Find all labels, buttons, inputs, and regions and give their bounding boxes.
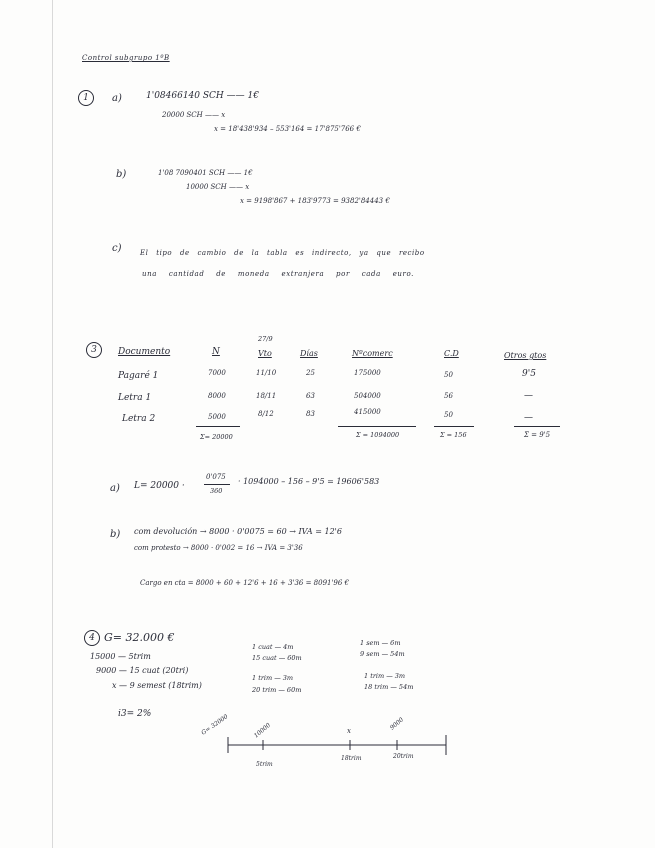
question-1-number: 1 xyxy=(78,90,94,106)
q3-row2-vto: 18/11 xyxy=(256,392,277,400)
q4-conv4-line2: 18 trim — 54m xyxy=(364,683,414,691)
q3b-label: b) xyxy=(110,529,121,540)
q1b-result: x = 9198'867 + 183'9773 = 9382'84443 € xyxy=(240,197,390,205)
timeline-bottom-label-1: 5trim xyxy=(256,761,273,768)
q3-row1-cd: 50 xyxy=(444,371,453,379)
q3-row3-cd: 50 xyxy=(444,411,453,419)
q4-conv1-line1: 1 cuat — 4m xyxy=(252,643,294,651)
q1b-line1: 1'08 7090401 SCH —— 1€ xyxy=(158,169,253,177)
q3a-prefix: L= 20000 · xyxy=(134,481,185,491)
q3-row3-documento: Letra 2 xyxy=(122,414,156,424)
q3-row2-ncomerc: 504000 xyxy=(354,392,381,400)
timeline-bottom-label-3: 20trim xyxy=(393,753,414,760)
q4-conv3-line2: 20 trim — 60m xyxy=(252,686,302,694)
q4-conv1-line2: 15 cuat — 60m xyxy=(252,654,302,662)
q3-row2-dias: 63 xyxy=(306,392,315,400)
q4-conv2-line1: 1 sem — 6m xyxy=(360,639,401,647)
q3-header-ncomerc: Nºcomerc xyxy=(352,349,393,358)
q3-header-dias: Días xyxy=(300,349,318,358)
q3-row3-otros: — xyxy=(524,413,533,423)
q1c-label: c) xyxy=(112,243,122,254)
q3-row1-documento: Pagaré 1 xyxy=(118,371,159,381)
q1b-line2: 10000 SCH —— x xyxy=(186,183,250,191)
q1c-line2: una cantidad de moneda extranjera por cada euro. xyxy=(142,270,415,278)
q3-row1-dias: 25 xyxy=(306,369,315,377)
q1a-label: a) xyxy=(112,93,122,104)
q1c-line1: El tipo de cambio de la tabla es indirecto, ya que recibo xyxy=(140,249,425,257)
q4-row1: 15000 — 5trim xyxy=(90,652,151,661)
question-4-number: 4 xyxy=(84,630,100,646)
q3-row2-cd: 56 xyxy=(444,392,453,400)
q3-total-cd: Σ = 156 xyxy=(440,431,467,439)
q3a-fraction-denominator: 360 xyxy=(210,487,223,495)
q3-row1-otros: 9'5 xyxy=(522,369,536,379)
q4-conv2-line2: 9 sem — 54m xyxy=(360,650,405,658)
q3-row1-ncomerc: 175000 xyxy=(354,369,381,377)
timeline-top-label-2: x xyxy=(347,727,351,735)
q3-header-n: N xyxy=(212,347,220,357)
q3a-label: a) xyxy=(110,483,120,494)
q3b-line2: com protesto → 8000 · 0'002 = 16 → IVA = 3'36 xyxy=(134,544,303,552)
timeline-top-label-3: 9000 xyxy=(388,716,405,732)
q4-row3: x — 9 semest (18trim) xyxy=(112,681,202,690)
q4-row2: 9000 — 15 cuat (20tri) xyxy=(96,666,189,675)
q3b-line3: Cargo en cta = 8000 + 60 + 12'6 + 16 + 3'36 = 8091'96 € xyxy=(140,579,349,587)
q3-row3-vto: 8/12 xyxy=(258,410,274,418)
q3-date-note: 27/9 xyxy=(258,335,273,343)
q3-row2-n: 8000 xyxy=(208,392,226,400)
timeline-top-label-1: 10000 xyxy=(252,721,272,740)
q3-row3-dias: 83 xyxy=(306,410,315,418)
q3-total-otros: Σ = 9'5 xyxy=(524,431,551,439)
q1a-line2: 20000 SCH —— x xyxy=(162,111,226,119)
q3-row3-ncomerc: 415000 xyxy=(354,408,381,416)
q3a-suffix: · 1094000 – 156 – 9'5 = 19606'583 xyxy=(238,477,380,486)
q3-total-n: Σ= 20000 xyxy=(200,433,233,441)
q3b-line1: com devolución → 8000 · 0'0075 = 60 → IVA = 12'6 xyxy=(134,527,342,536)
q3-header-cd: C.D xyxy=(444,349,459,358)
q4-conv3-line1: 1 trim — 3m xyxy=(252,674,294,682)
q4-heading: G= 32.000 € xyxy=(104,631,175,644)
q3-header-documento: Documento xyxy=(118,347,171,357)
q1b-label: b) xyxy=(116,169,127,180)
q3-header-otros: Otros gtos xyxy=(504,351,547,360)
page-title: Control subgrupo 1ºB xyxy=(82,54,170,62)
q3-row1-vto: 11/10 xyxy=(256,369,277,377)
q4-rate: i3= 2% xyxy=(118,709,152,719)
q3-header-vto: Vto xyxy=(258,349,272,358)
q4-conv4-line1: 1 trim — 3m xyxy=(364,672,406,680)
q3-total-ncomerc: Σ = 1094000 xyxy=(356,431,400,439)
q1a-result: x = 18'438'934 – 553'164 = 17'875'766 € xyxy=(214,125,361,133)
q3-row1-n: 7000 xyxy=(208,369,226,377)
q3-row2-otros: — xyxy=(524,391,533,401)
q3-row2-documento: Letra 1 xyxy=(118,393,152,403)
q1a-line1: 1'08466140 SCH —— 1€ xyxy=(146,91,259,101)
q3a-fraction-numerator: 0'075 xyxy=(206,473,226,481)
q3-row3-n: 5000 xyxy=(208,413,226,421)
timeline-bottom-label-2: 18trim xyxy=(341,755,362,762)
timeline-start-label: G= 32000 xyxy=(200,713,230,737)
question-3-number: 3 xyxy=(86,342,102,358)
